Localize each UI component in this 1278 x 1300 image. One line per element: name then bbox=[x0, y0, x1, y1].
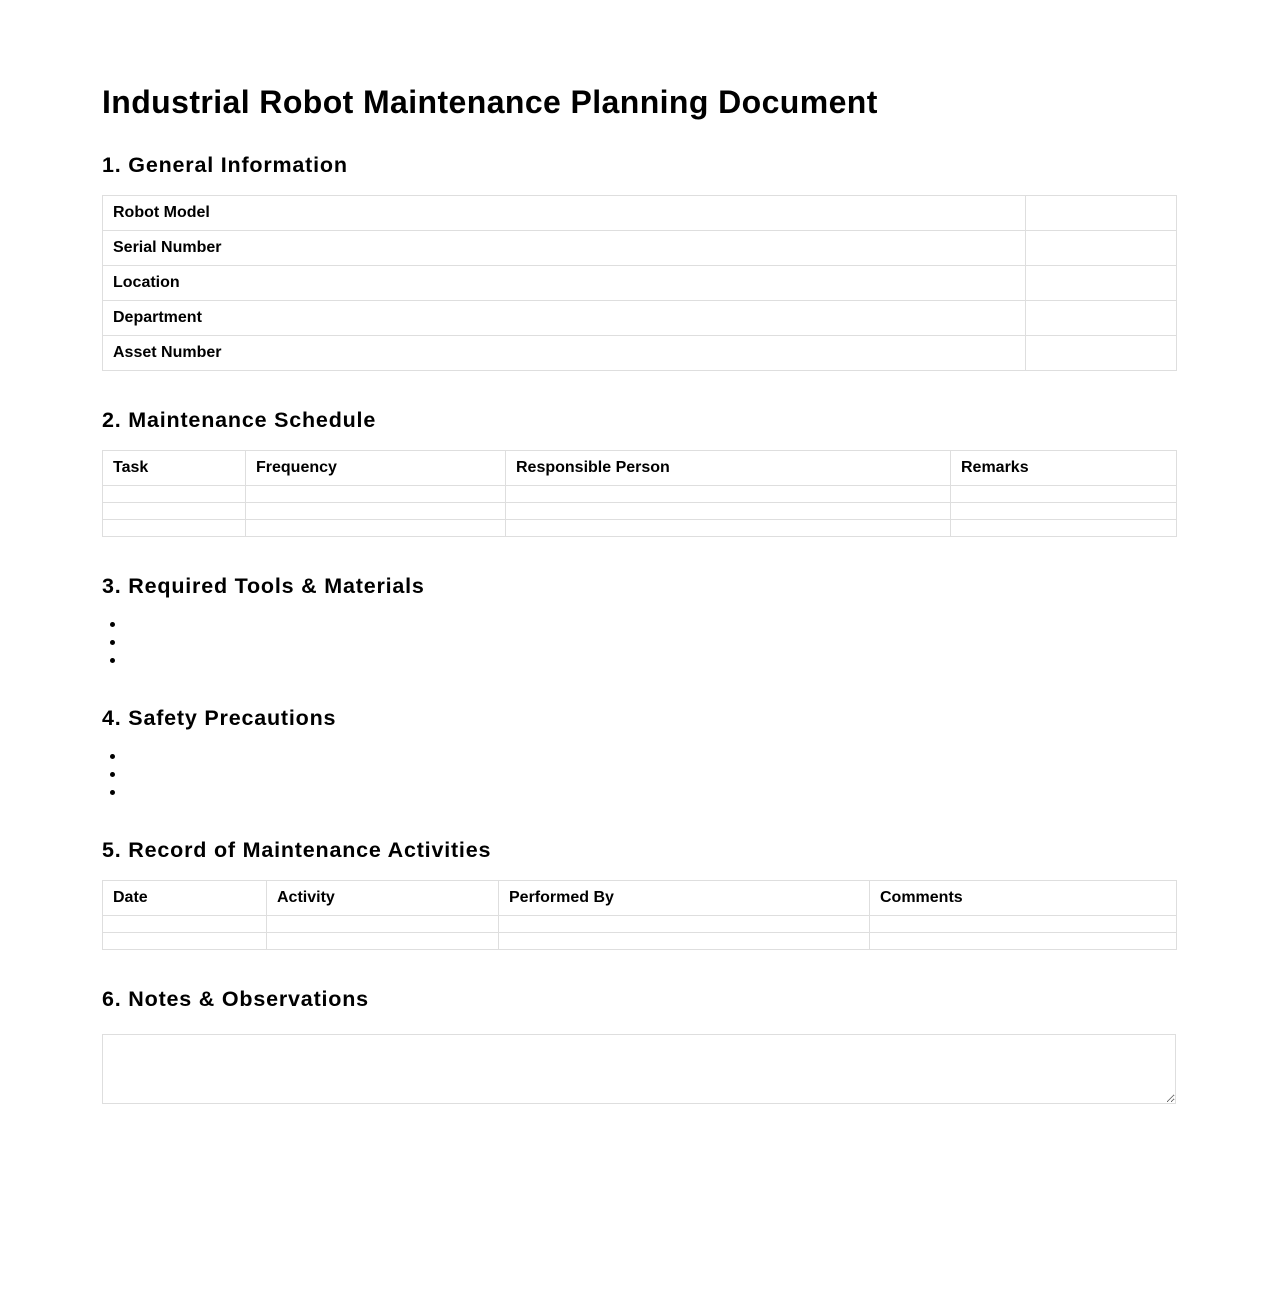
table-row bbox=[103, 486, 1177, 503]
table-cell[interactable] bbox=[246, 503, 506, 520]
field-label: Department bbox=[103, 301, 1026, 336]
section-heading-record: 5. Record of Maintenance Activities bbox=[102, 838, 492, 862]
table-cell[interactable] bbox=[506, 486, 951, 503]
table-row bbox=[103, 231, 1177, 266]
table-row bbox=[103, 336, 1177, 371]
notes-textarea[interactable] bbox=[102, 1034, 1176, 1104]
column-header-task: Task bbox=[103, 451, 246, 486]
table-row bbox=[103, 520, 1177, 537]
table-cell[interactable] bbox=[103, 933, 267, 950]
table-row bbox=[103, 933, 1177, 950]
field-label: Serial Number bbox=[103, 231, 1026, 266]
serial-number-value[interactable] bbox=[1026, 231, 1177, 266]
table-header-row bbox=[103, 451, 1177, 486]
table-cell[interactable] bbox=[267, 933, 499, 950]
column-header-date: Date bbox=[103, 881, 267, 916]
table-cell[interactable] bbox=[951, 503, 1177, 520]
table-cell[interactable] bbox=[951, 520, 1177, 537]
field-label: Asset Number bbox=[103, 336, 1026, 371]
table-cell[interactable] bbox=[246, 520, 506, 537]
list-item[interactable] bbox=[110, 747, 1176, 765]
document-title: Industrial Robot Maintenance Planning Document bbox=[102, 84, 878, 120]
table-cell[interactable] bbox=[506, 520, 951, 537]
list-item[interactable] bbox=[110, 651, 1176, 669]
column-header-comments: Comments bbox=[870, 881, 1177, 916]
tools-list bbox=[102, 615, 1176, 669]
maintenance-record-table bbox=[102, 880, 1177, 950]
robot-model-value[interactable] bbox=[1026, 196, 1177, 231]
location-value[interactable] bbox=[1026, 266, 1177, 301]
safety-list bbox=[102, 747, 1176, 801]
maintenance-schedule-table bbox=[102, 450, 1177, 537]
section-heading-notes: 6. Notes & Observations bbox=[102, 987, 369, 1011]
section-heading-schedule: 2. Maintenance Schedule bbox=[102, 408, 377, 432]
table-row bbox=[103, 196, 1177, 231]
column-header-remarks: Remarks bbox=[951, 451, 1177, 486]
table-cell[interactable] bbox=[499, 933, 870, 950]
list-item[interactable] bbox=[110, 615, 1176, 633]
list-item[interactable] bbox=[110, 783, 1176, 801]
table-header-row bbox=[103, 881, 1177, 916]
table-cell[interactable] bbox=[103, 486, 246, 503]
list-item[interactable] bbox=[110, 765, 1176, 783]
asset-number-value[interactable] bbox=[1026, 336, 1177, 371]
section-heading-tools: 3. Required Tools & Materials bbox=[102, 574, 425, 598]
table-cell[interactable] bbox=[246, 486, 506, 503]
table-row bbox=[103, 503, 1177, 520]
table-cell[interactable] bbox=[103, 916, 267, 933]
section-heading-general: 1. General Information bbox=[102, 153, 348, 177]
column-header-activity: Activity bbox=[267, 881, 499, 916]
table-cell[interactable] bbox=[103, 503, 246, 520]
table-cell[interactable] bbox=[103, 520, 246, 537]
table-cell[interactable] bbox=[951, 486, 1177, 503]
section-heading-safety: 4. Safety Precautions bbox=[102, 706, 337, 730]
field-label: Robot Model bbox=[103, 196, 1026, 231]
general-info-table bbox=[102, 195, 1177, 371]
column-header-responsible-person: Responsible Person bbox=[506, 451, 951, 486]
document bbox=[102, 82, 1176, 1104]
table-cell[interactable] bbox=[506, 503, 951, 520]
list-item[interactable] bbox=[110, 633, 1176, 651]
column-header-performed-by: Performed By bbox=[499, 881, 870, 916]
table-row bbox=[103, 266, 1177, 301]
field-label: Location bbox=[103, 266, 1026, 301]
department-value[interactable] bbox=[1026, 301, 1177, 336]
table-cell[interactable] bbox=[870, 916, 1177, 933]
table-cell[interactable] bbox=[499, 916, 870, 933]
table-row bbox=[103, 916, 1177, 933]
table-cell[interactable] bbox=[267, 916, 499, 933]
column-header-frequency: Frequency bbox=[246, 451, 506, 486]
table-row bbox=[103, 301, 1177, 336]
table-cell[interactable] bbox=[870, 933, 1177, 950]
